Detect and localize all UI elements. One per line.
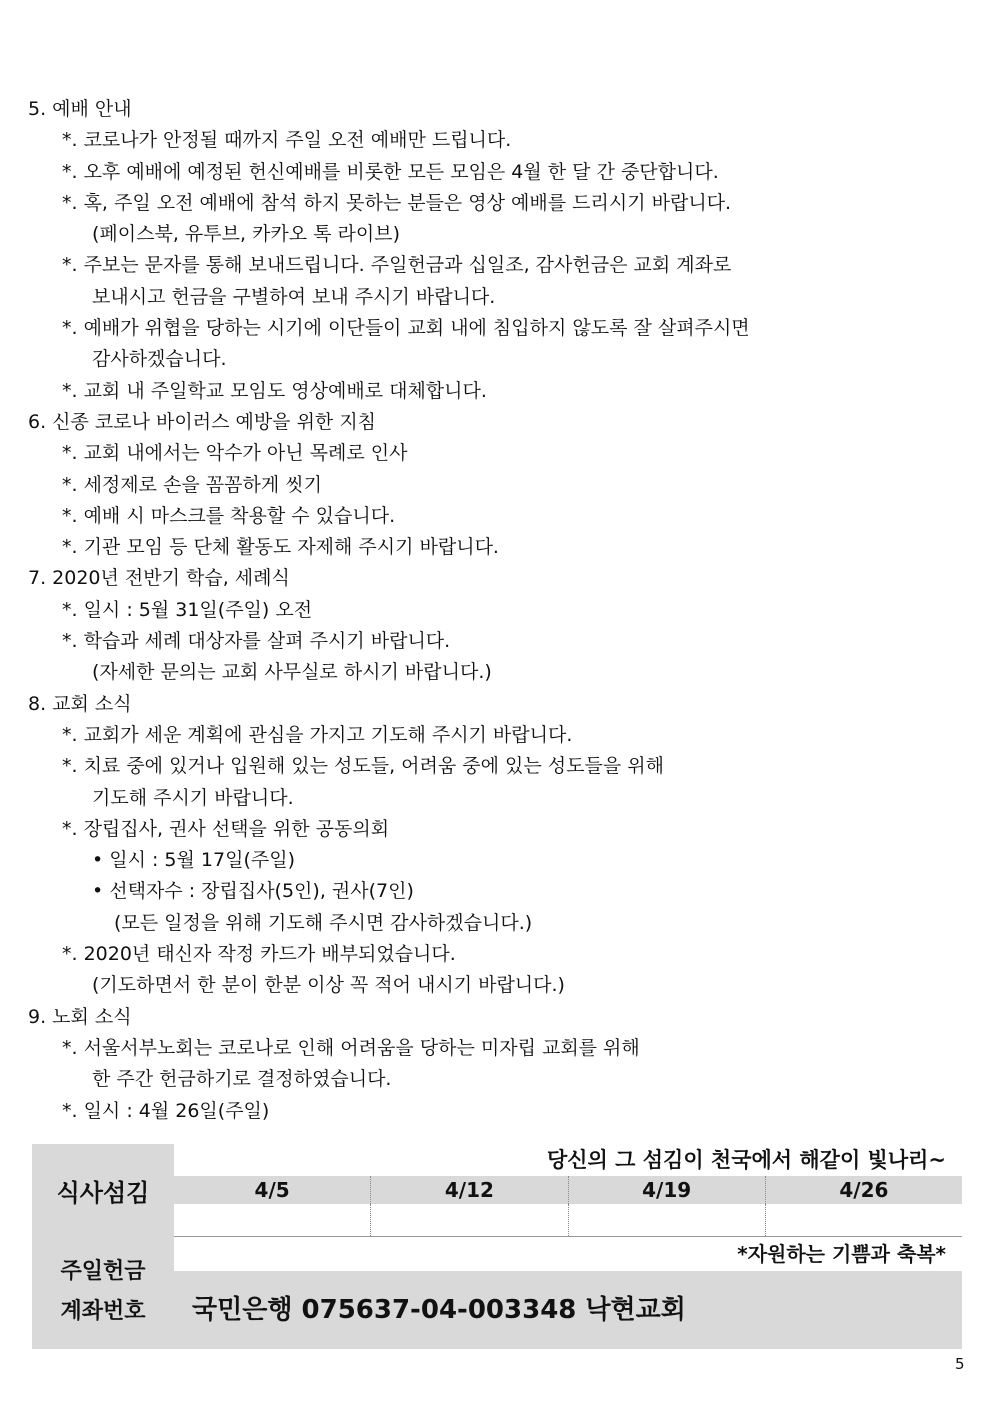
continuation-line: (기도하면서 한 분이 한분 이상 꼭 적어 내시기 바랍니다.) <box>92 974 565 997</box>
continuation-line: (모든 일정을 위해 기도해 주시면 감사하겠습니다.) <box>114 911 533 934</box>
bullet-item: *. 오후 예배에 예정된 헌신예배를 비롯한 모든 모임은 4월 한 달 간 중단합니다. <box>62 160 719 183</box>
sub-item: • 선택자수 : 장립집사(5인), 권사(7인) <box>92 880 414 903</box>
section-8 <box>28 689 968 1002</box>
meal-name-cell <box>370 1204 567 1236</box>
section-5 <box>28 94 968 407</box>
bullet-item: *. 치료 중에 있거나 입원해 있는 성도들, 어려움 중에 있는 성도들을 위해 <box>62 755 664 778</box>
bullet-item: *. 혹, 주일 오전 예배에 참석 하지 못하는 분들은 영상 예배를 드리시기 바랍니다. <box>62 191 732 214</box>
label-column <box>32 1144 174 1349</box>
continuation-line: 보내시고 헌금을 구별하여 보내 주시기 바랍니다. <box>92 285 496 308</box>
bank-account-number: 국민은행 075637-04-003348 낙현교회 <box>192 1295 686 1325</box>
bullet-item: *. 서울서부노회는 코로나로 인해 어려움을 당하는 미자립 교회를 위해 <box>62 1036 640 1059</box>
meal-name-cell <box>765 1204 962 1236</box>
continuation-line: (페이스북, 유투브, 카카오 톡 라이브) <box>92 223 401 246</box>
bullet-item: *. 학습과 세례 대상자를 살펴 주시기 바랍니다. <box>62 630 451 653</box>
announcements <box>28 94 968 1127</box>
meal-service-slogan: 당신의 그 섬김이 천국에서 해같이 빛나리~ <box>174 1144 946 1176</box>
section-title: 6. 신종 코로나 바이러스 예방을 위한 지침 <box>28 410 377 433</box>
continuation-line: (자세한 문의는 교회 사무실로 하시기 바랍니다.) <box>92 661 492 684</box>
section-title: 5. 예배 안내 <box>28 98 132 120</box>
meal-date-cell: 4/5 <box>254 1178 290 1202</box>
bullet-item: *. 일시 : 4월 26일(주일) <box>62 1099 270 1122</box>
section-9 <box>28 1002 968 1127</box>
meal-date-cell: 4/19 <box>568 1176 765 1204</box>
bullet-item: *. 교회 내에서는 악수가 아닌 목례로 인사 <box>62 442 408 465</box>
section-6 <box>28 407 968 563</box>
meal-name-cell <box>174 1204 370 1236</box>
offering-label: 주일헌금 <box>60 1259 146 1284</box>
continuation-line: 한 주간 헌금하기로 결정하였습니다. <box>92 1068 392 1091</box>
continuation-line: 기도해 주시기 바랍니다. <box>92 786 294 809</box>
meal-names-row <box>174 1204 962 1237</box>
account-row <box>174 1271 962 1349</box>
offering-slogan: *자원하는 기쁨과 축복* <box>174 1237 946 1271</box>
meal-date-cell: 4/26 <box>765 1176 962 1204</box>
meal-dates-row <box>174 1176 962 1204</box>
bullet-item: *. 장립집사, 권사 선택을 위한 공동의회 <box>62 817 390 840</box>
bullet-item: *. 일시 : 5월 31일(주일) 오전 <box>62 598 313 621</box>
service-info-box <box>32 1144 962 1349</box>
bullet-item: *. 교회 내 주일학교 모임도 영상예배로 대체합니다. <box>62 379 487 402</box>
sub-item: • 일시 : 5월 17일(주일) <box>92 849 295 872</box>
account-label: 계좌번호 <box>60 1299 146 1324</box>
bullet-item: *. 세정제로 손을 꼼꼼하게 씻기 <box>62 473 322 496</box>
bullet-item: *. 주보는 문자를 통해 보내드립니다. 주일헌금과 십일조, 감사헌금은 교회 계좌로 <box>62 254 732 277</box>
bullet-item: *. 2020년 태신자 작정 카드가 배부되었습니다. <box>62 943 456 966</box>
meal-date-cell: 4/12 <box>370 1176 567 1204</box>
bullet-item: *. 기관 모임 등 단체 활동도 자제해 주시기 바랍니다. <box>62 536 499 559</box>
meal-service-label: 식사섬김 <box>56 1178 150 1207</box>
bullet-item: *. 교회가 세운 계획에 관심을 가지고 기도해 주시기 바랍니다. <box>62 723 573 746</box>
bullet-item: *. 예배 시 마스크를 착용할 수 있습니다. <box>62 504 396 527</box>
section-7 <box>28 563 968 688</box>
section-title: 8. 교회 소식 <box>28 692 132 715</box>
bullet-item: *. 코로나가 안정될 때까지 주일 오전 예배만 드립니다. <box>62 129 512 152</box>
continuation-line: 감사하겠습니다. <box>92 348 227 371</box>
page-number: 5 <box>955 1355 965 1373</box>
section-title: 7. 2020년 전반기 학습, 세례식 <box>28 567 290 590</box>
meal-name-cell <box>568 1204 765 1236</box>
section-title: 9. 노회 소식 <box>28 1005 132 1028</box>
bullet-item: *. 예배가 위협을 당하는 시기에 이단들이 교회 내에 침입하지 않도록 잘 살펴주시면 <box>62 317 750 340</box>
